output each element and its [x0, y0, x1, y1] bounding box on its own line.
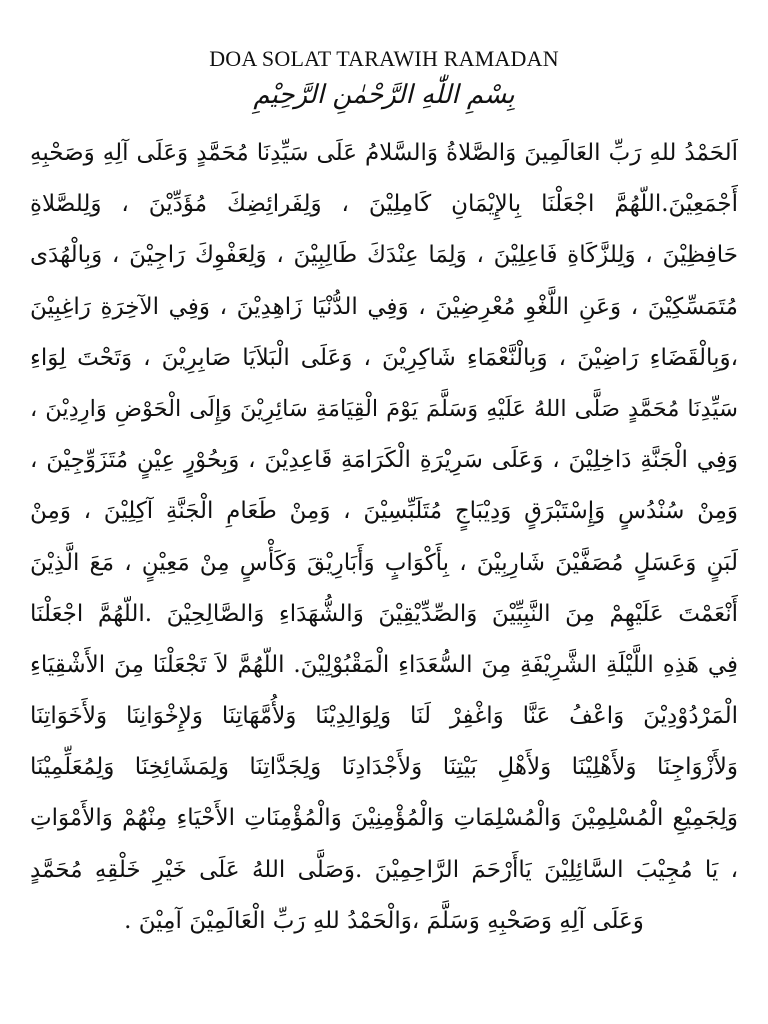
doa-line: وَفِي الْجَنَّةِ دَاخِلِيْنَ ، وَعَلَى سَرِيْرَةِ الْكَرَامَةِ قَاعِدِيْنَ ، وَبِحُوْرٍ عِيْنٍ مُتَزَوِّجِيْنَ ،: [30, 447, 738, 474]
doa-line: أَنْعَمْتَ عَلَيْهِمْ مِنَ النَّبِيِّيْنَ وَالصِّدِّيْقِيْنَ وَالشُّهَدَاءِ وَالصَّالِحِيْنَ .اللّهُمَّ اجْعَلْنَا: [30, 600, 738, 627]
doa-line: لَبَنٍ وَعَسَلٍ مُصَفَّيْنَ شَارِبِيْنَ ، بِأَكْوَابٍ وَأَبَارِيْقَ وَكَأْسٍ مِنْ مَعِيْنٍ ، مَعَ الَّذِيْنَ: [30, 549, 738, 576]
doa-line: حَافِظِيْنَ ، وَلِلزَّكَاةِ فَاعِلِيْنَ ، وَلِمَا عِنْدَكَ طَالِبِيْنَ ، وَلِعَفْوِكَ رَاجِيْنَ ، وَبِالْهُدَى: [30, 242, 738, 269]
document-title: DOA SOLAT TARAWIH RAMADAN: [209, 46, 559, 71]
doa-line: سَيِّدِنَا مُحَمَّدٍ صَلَّى اللهُ عَلَيْهِ وَسَلَّمَ يَوْمَ الْقِيَامَةِ سَائِرِيْنَ وَإِلَى الْحَوْضِ وَارِدِيْنَ ،: [30, 395, 738, 422]
doa-line: وَلأَزْوَاجِنَا وَلأَهْلِيْنَا وَلأَهْلِ بَيْتِنَا وَلأَجْدَادِنَا وَلِجَدَّاتِنَا وَلِمَشَائِخِنَا وَلِمُعَلِّمِيْنَا: [30, 754, 738, 781]
doa-line: أَجْمَعِيْنَ.اللّهُمَّ اجْعَلْنَا بِالإِيْمَانِ كَامِلِيْنَ ، وَلِفَرائِضِكَ مُؤَدِّيْنَ ، وَلِلصَّلاةِ: [30, 191, 738, 218]
doa-line: وَمِنْ سُنْدُسٍ وَإِسْتَبْرَقٍ وَدِيْبَاجٍ مُتَلَبِّسِيْنَ ، وَمِنْ طَعَامِ الْجَنَّةِ آكِلِيْنَ ، وَمِنْ: [30, 498, 738, 525]
doa-line: وَلِجَمِيْعِ الْمُسْلِمِيْنَ وَالْمُسْلِمَاتِ وَالْمُؤْمِنِيْنَ وَالْمُؤْمِنَاتِ الأَحْيَاءِ مِنْهُمْ وَالأَمْوَاتِ: [30, 805, 738, 832]
doa-line: اَلحَمْدُ للهِ رَبِّ العَالَمِينَ وَالصَّلاةُ وَالسَّلامُ عَلَى سَيِّدِنَا مُحَمَّدٍ وَعَلَى آلِهِ وَصَحْبِهِ: [30, 140, 738, 166]
doa-line: مُتَمَسِّكِيْنَ ، وَعَنِ اللَّغْوِ مُعْرِضِيْنَ ، وَفِي الدُّنْيَا زَاهِدِيْنَ ، وَفِي الآخِرَةِ رَاغِبِيْنَ: [30, 293, 738, 320]
doa-line: الْمَرْدُوْدِيْنَ وَاعْفُ عَنَّا وَاغْفِرْ لَنَا وَلِوَالِدِيْنَا وَلأُمَّهَاتِنَا وَلإِخْوَانِنَا وَلأَخَوَاتِنَا: [30, 703, 738, 730]
basmala-calligraphy: بِسْمِ اللّٰهِ الرَّحْمٰنِ الرَّحِيْمِ: [253, 80, 515, 110]
doa-line: ، يَا مُجِيْبَ السَّائِلِيْنَ يَاأَرْحَمَ الرَّاحِمِيْنَ .وَصَلَّى اللهُ عَلَى خَيْرِ خَلْقِهِ مُحَمَّدٍ: [30, 856, 738, 883]
doa-line: ،وَبِالْقَضَاءِ رَاضِيْنَ ، وَبِالْنَّعْمَاءِ شَاكِرِيْنَ ، وَعَلَى الْبَلاَيَا صَابِرِيْنَ ، وَتَحْتَ لِوَاءِ: [30, 344, 738, 371]
doa-text-body: [30, 128, 738, 947]
doa-line: فِي هَذِهِ اللَّيْلَةِ الشَّرِيْفَةِ مِنَ السُّعَدَاءِ الْمَقْبُوْلِيْنَ. اللّهُمَّ لاَ تَجْعَلْنَا مِنَ الأَشْقِيَاءِ: [30, 651, 738, 678]
doa-line-final: وَعَلَى آلِهِ وَصَحْبِهِ وَسَلَّمَ ،وَالْحَمْدُ للهِ رَبِّ الْعَالَمِيْنَ آمِيْنَ .: [124, 907, 644, 934]
